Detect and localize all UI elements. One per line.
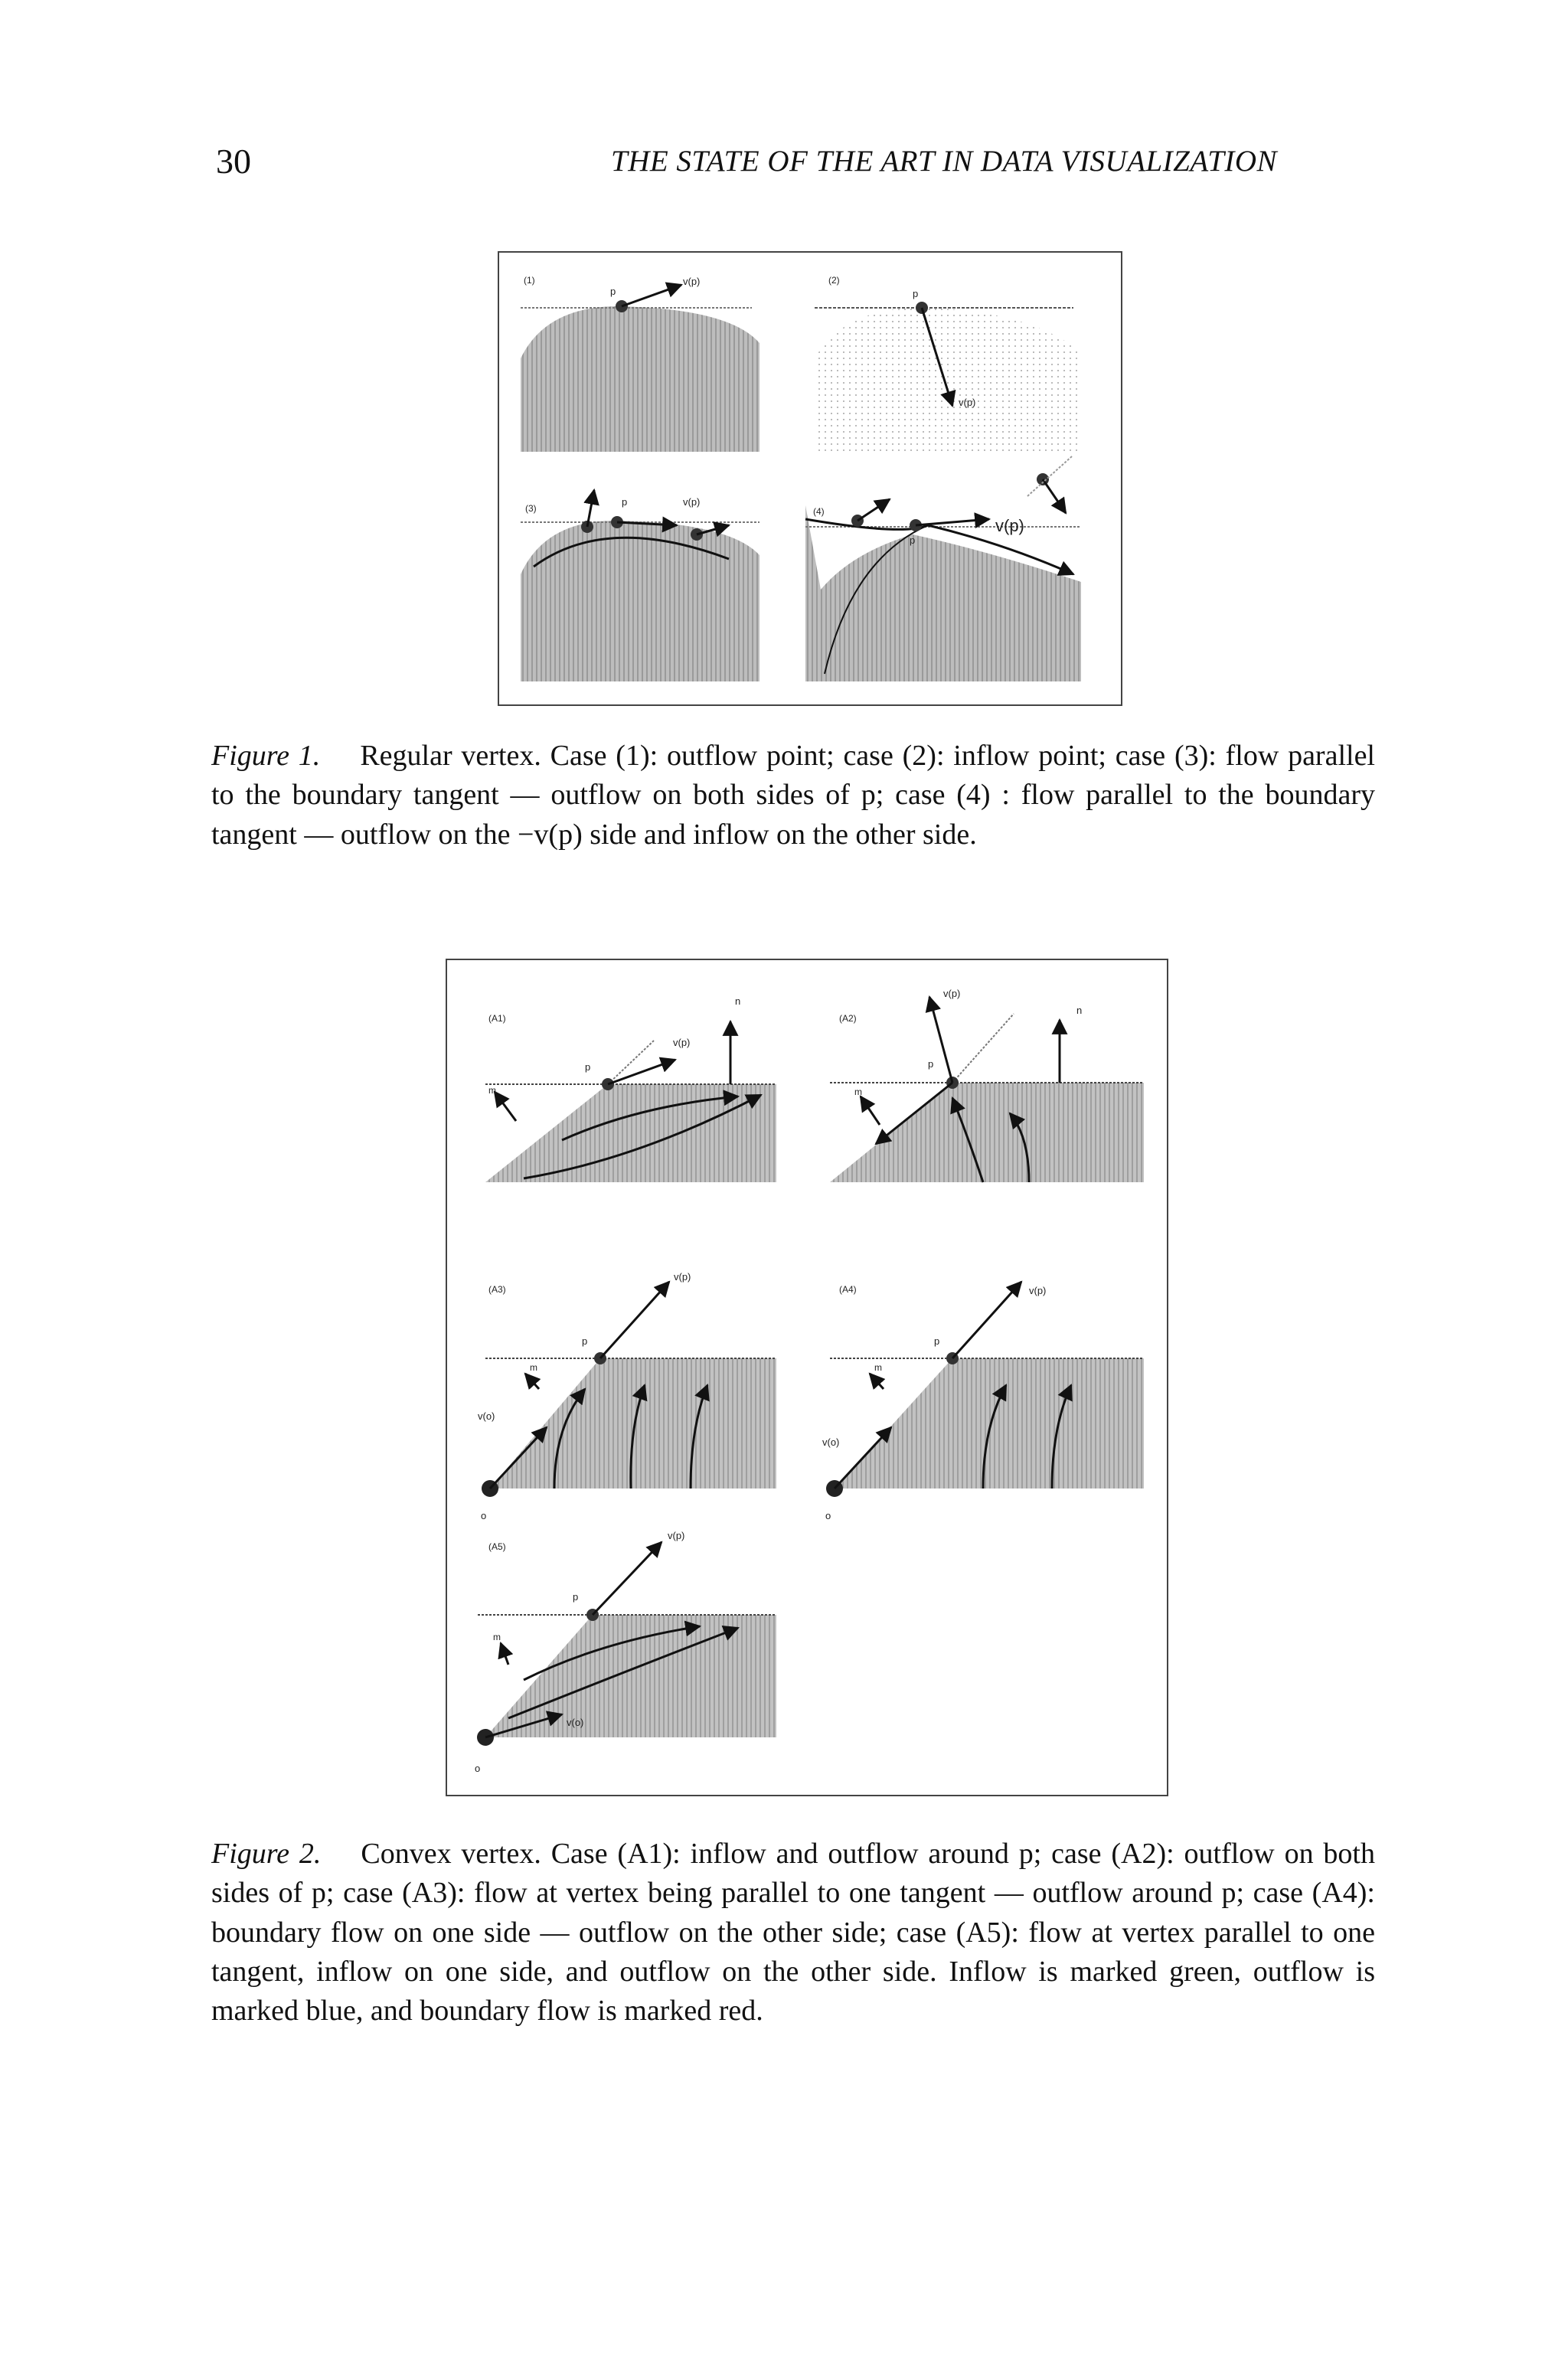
panel-a1 — [485, 995, 776, 1182]
region-shape — [830, 1083, 1144, 1182]
point-label: p — [573, 1591, 579, 1603]
figure-2 — [446, 959, 1168, 1796]
caption-label: Figure 2. — [211, 1838, 322, 1870]
region-shape — [485, 1084, 776, 1182]
normal-n-label: n — [1076, 1005, 1083, 1016]
panel-1 — [521, 275, 760, 452]
region-shape — [521, 521, 760, 681]
flow-arrow — [587, 490, 594, 527]
normal-m-arrow — [501, 1643, 508, 1665]
region-shape — [815, 308, 1081, 452]
page-number: 30 — [216, 142, 251, 181]
panel-label: (A3) — [488, 1284, 506, 1295]
panel-label: (3) — [525, 503, 537, 514]
panel-label: (2) — [828, 275, 840, 286]
caption-label: Figure 1. — [211, 740, 321, 772]
vector-arrow — [622, 285, 681, 306]
vector-label: v(p) — [668, 1530, 685, 1541]
tangent-line — [608, 1041, 654, 1084]
vector-label: v(p) — [995, 516, 1024, 535]
origin-label: o — [475, 1763, 481, 1774]
caption-text: Convex vertex. Case (A1): inflow and outflow around p; case (A2): outflow on both sides of p; case (A3): flow at vertex being parallel to one tangent — outflow around p; case (A4): boundary flow on one side — outflow on the other side; case (A5): flow at vertex parallel to one tangent, inflow on one side, and outflow on the other side. Inflow is marked green, outflow is marked blue, and boundary flow is marked red. — [211, 1838, 1375, 2028]
panel-label: (A1) — [488, 1013, 506, 1024]
figure-1 — [498, 251, 1122, 706]
region-shape — [490, 1358, 776, 1489]
point-label: p — [610, 286, 616, 297]
figure-1-drawing — [499, 253, 1121, 704]
panel-4 — [805, 456, 1081, 681]
point-label: p — [928, 1058, 934, 1070]
vector-label: v(p) — [683, 276, 701, 287]
figure-2-drawing — [447, 960, 1167, 1795]
normal-m-label: m — [854, 1087, 862, 1097]
normal-m-label: m — [530, 1362, 537, 1373]
vector-label: v(p) — [959, 397, 976, 408]
normal-m-arrow — [495, 1092, 516, 1121]
panel-a5 — [475, 1530, 776, 1774]
region-shape — [835, 1358, 1144, 1489]
vector-arrow — [952, 1282, 1021, 1358]
vector-label: v(p) — [673, 1037, 691, 1048]
panel-label: (A4) — [839, 1284, 857, 1295]
vector-arrow — [593, 1542, 662, 1615]
origin-label: o — [825, 1510, 831, 1521]
vector-label: v(p) — [1029, 1285, 1047, 1296]
origin-label: o — [481, 1510, 487, 1521]
normal-m-label: m — [874, 1362, 882, 1373]
panel-2 — [815, 275, 1081, 452]
point-label: p — [582, 1335, 588, 1347]
normal-m-label: m — [488, 1085, 496, 1096]
normal-m-label: m — [493, 1632, 501, 1642]
flow-arrow — [858, 499, 890, 521]
vector-label: v(p) — [943, 988, 961, 999]
vector-arrow — [600, 1282, 669, 1358]
origin-vector-label: v(o) — [478, 1410, 495, 1422]
panel-3 — [521, 490, 760, 681]
region-shape — [521, 306, 760, 452]
point-label: p — [622, 496, 628, 508]
point-label: p — [910, 534, 916, 546]
tangent-line — [952, 1014, 1014, 1083]
vector-arrow — [929, 997, 952, 1083]
panel-a2 — [830, 988, 1144, 1182]
origin-vector-label: v(o) — [567, 1717, 584, 1728]
figure-2-caption — [211, 1835, 1375, 2031]
panel-label: (A5) — [488, 1541, 506, 1552]
normal-m-arrow — [870, 1374, 884, 1389]
vector-label: v(p) — [674, 1271, 691, 1283]
vector-arrow — [916, 519, 989, 525]
region-shape — [805, 505, 1081, 681]
panel-a4 — [822, 1282, 1144, 1521]
caption-text: Regular vertex. Case (1): outflow point; case (2): inflow point; case (3): flow parallel to the boundary tangent — outflow on both sides of p; case (4) : flow parallel to the boundary tangent — outflow on the −v(p) side and inflow on the other side. — [211, 740, 1375, 851]
flow-arrow — [1043, 479, 1066, 513]
panel-label: (4) — [813, 506, 825, 517]
origin-vector-label: v(o) — [822, 1436, 840, 1448]
vector-label: v(p) — [683, 496, 701, 508]
normal-n-label: n — [735, 995, 741, 1007]
point-label: p — [934, 1335, 940, 1347]
panel-a3 — [478, 1271, 776, 1521]
figure-1-caption — [211, 737, 1375, 855]
panel-label: (A2) — [839, 1013, 857, 1024]
panel-label: (1) — [524, 275, 535, 286]
vector-arrow — [608, 1060, 675, 1084]
point-label: p — [585, 1061, 591, 1073]
normal-m-arrow — [861, 1096, 880, 1125]
normal-m-arrow — [525, 1374, 539, 1389]
running-title: THE STATE OF THE ART IN DATA VISUALIZATION — [611, 145, 1278, 178]
point-label: p — [913, 288, 919, 299]
